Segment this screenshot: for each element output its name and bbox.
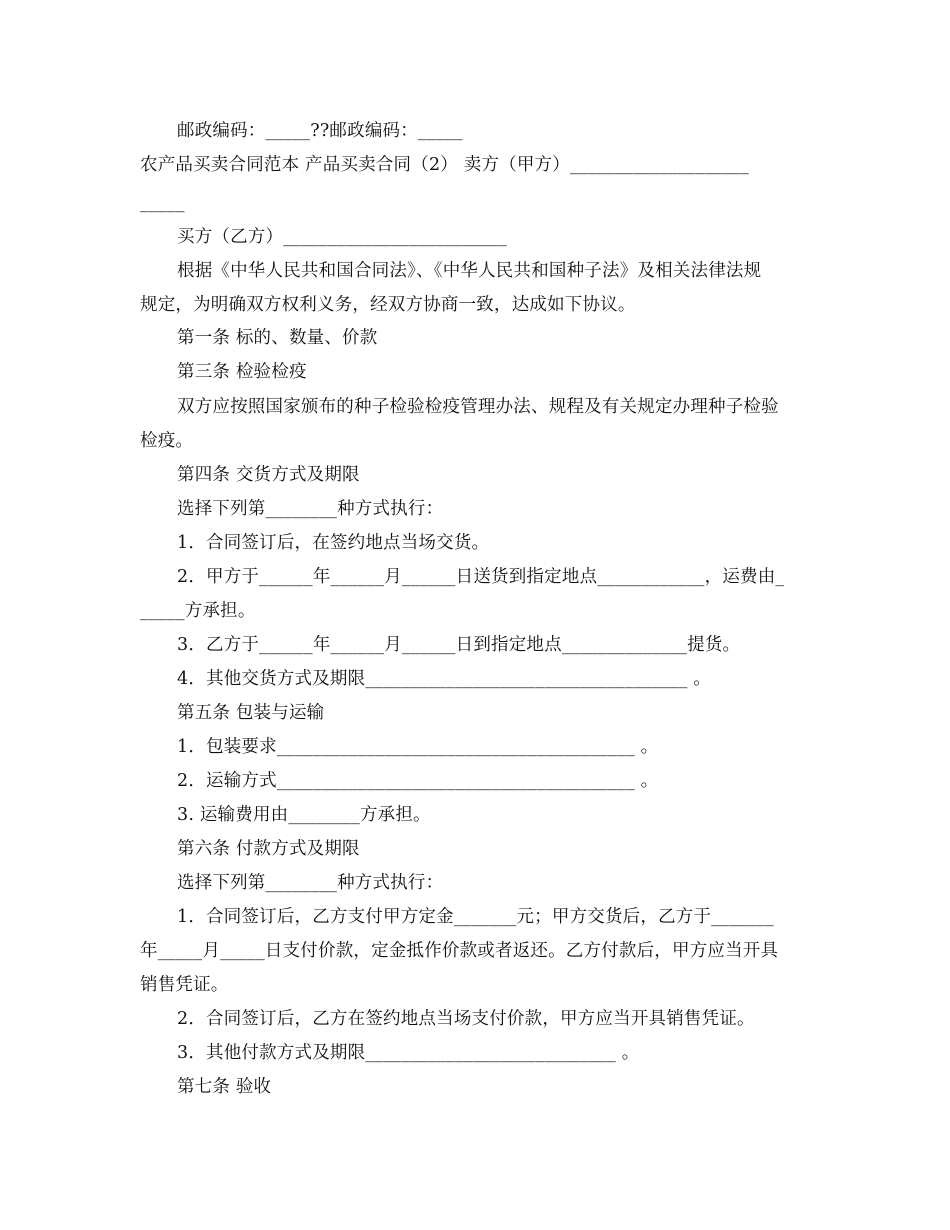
article-3-text-1: 双方应按照国家颁布的种子检验检疫管理办法、规程及有关规定办理种子检验 [177, 397, 779, 417]
article-4-item-4: 4．其他交货方式及期限____________________________________ 。 [177, 669, 711, 689]
article-6-item-1-cont-1: 年_____月_____日支付价款，定金抵作价款或者返还。乙方付款后，甲方应当开具 [140, 941, 779, 961]
seller-blank-continuation: _____ [140, 193, 185, 213]
article-6-heading: 第六条 付款方式及期限 [177, 839, 360, 859]
article-4-item-3: 3．乙方于______年______月______日到指定地点______________提货。 [177, 635, 741, 655]
article-3-text-2: 检疫。 [140, 431, 194, 451]
article-4-choose: 选择下列第________种方式执行： [177, 499, 444, 519]
article-6-choose: 选择下列第________种方式执行： [177, 873, 444, 893]
article-4-heading: 第四条 交货方式及期限 [177, 465, 360, 485]
article-4-item-2: 2．甲方于______年______月______日送货到指定地点____________，运费由_ [177, 567, 785, 587]
article-5-item-2: 2．运输方式________________________________________ 。 [177, 771, 659, 791]
contract-title-seller-line: 农产品买卖合同范本 产品买卖合同（2） 卖方（甲方）____________________ [140, 155, 749, 175]
article-5-heading: 第五条 包装与运输 [177, 703, 325, 723]
preamble-line-1: 根据《中华人民共和国合同法》、《中华人民共和国种子法》及相关法律法规 [177, 261, 762, 281]
article-6-item-1-cont-2: 销售凭证。 [140, 975, 229, 995]
article-6-item-2: 2．合同签订后，乙方在签约地点当场支付价款，甲方应当开具销售凭证。 [177, 1009, 755, 1029]
article-1-heading: 第一条 标的、数量、价款 [177, 328, 378, 348]
article-6-item-1: 1．合同签订后，乙方支付甲方定金_______元；甲方交货后，乙方于_______ [177, 907, 774, 927]
article-7-heading: 第七条 验收 [177, 1077, 272, 1097]
buyer-line: 买方（乙方）_________________________ [177, 227, 507, 247]
article-3-heading: 第三条 检验检疫 [177, 362, 307, 382]
article-5-item-3: 3. 运输费用由________方承担。 [177, 805, 431, 825]
article-5-item-1: 1．包装要求________________________________________ 。 [177, 737, 659, 757]
postal-code-line: 邮政编码：_____??邮政编码：_____ [177, 121, 463, 141]
article-4-item-1: 1．合同签订后，在签约地点当场交货。 [177, 533, 490, 553]
article-6-item-3: 3．其他付款方式及期限____________________________ 。 [177, 1043, 640, 1063]
article-4-item-2-cont: _____方承担。 [140, 601, 256, 621]
preamble-line-2: 规定，为明确双方权利义务，经双方协商一致，达成如下协议。 [140, 295, 636, 315]
